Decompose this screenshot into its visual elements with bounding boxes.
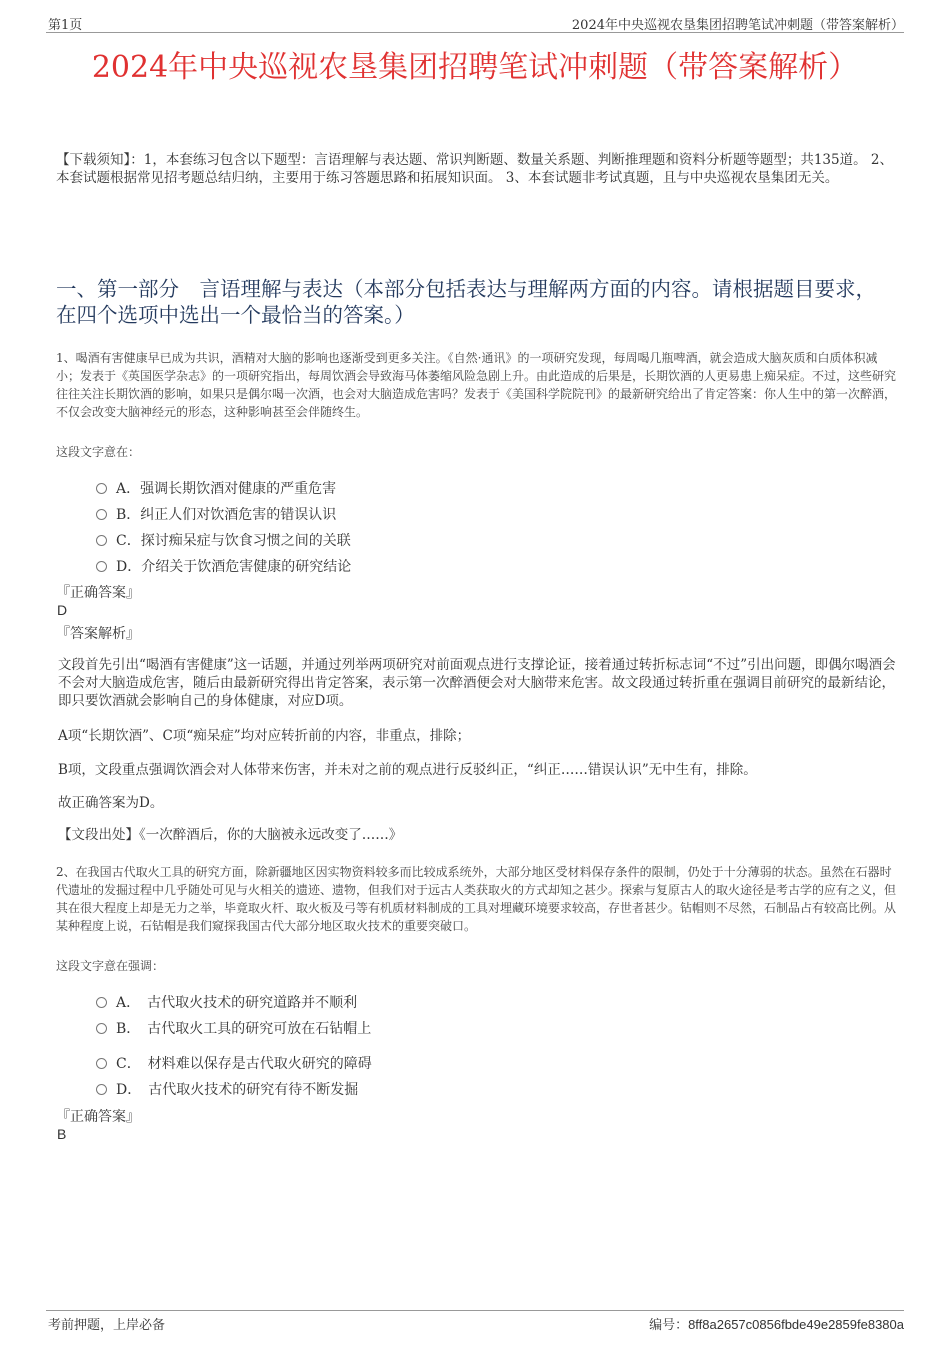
q1-stem: 1、喝酒有害健康早已成为共识，酒精对大脑的影响也逐渐受到更多关注。《自然·通讯》的一项研究发现，每周喝几瓶啤酒，就会造成大脑灰质和白质体积减小；发表于《英国医学杂志》的一项研究指出，每周饮酒会导致海马体萎缩风险急剧上升。由此造成的后果是，长期饮酒的人更易患上痴呆症。不过，这些研究往往关注长期饮酒的影响，如果只是偶尔喝一次酒，也会对大脑造成危害吗？发表于《美国科学院院刊》的最新研究给出了肯定答案：你人生中的第一次醉酒，不仅会改变大脑神经元的形态，这种影响甚至会伴随终生。 bbox=[56, 351, 897, 419]
radio-icon[interactable] bbox=[96, 1084, 107, 1095]
page-number: 第1页 bbox=[48, 18, 83, 33]
option-label: A．强调长期饮酒对健康的严重危害 bbox=[116, 481, 337, 497]
option-label: C． 材料难以保存是古代取火研究的障碍 bbox=[116, 1056, 372, 1072]
q2-stem: 2、在我国古代取火工具的研究方面，除新疆地区因实物资料较多而比较成系统外，大部分地区受材料保存条件的限制，仍处于十分薄弱的状态。虽然在石器时代遗址的发掘过程中几乎随处可见与火相关的遗迹、遗物，但我们对于远古人类获取火的方式却知之甚少。探索与复原古人的取火途径是考古学的应有之义，但其在很大程度上却是无力之举，毕竟取火杆、取火板及弓等有机质材料制成的工具对埋藏环境要求较高，存世者甚少。钻帽则不尽然，石制品占有较高比例。从某种程度上说，石钻帽是我们窥探我国古代大部分地区取火技术的重要突破口。 bbox=[56, 865, 897, 933]
download-notice: 【下载须知】：1，本套练习包含以下题型：言语理解与表达题、常识判断题、数量关系题、判断推理题和资料分析题等题型；共135道。 2、本套试题根据常见招考题总结归纳，主要用于练习答题思路和拓展知识面。 3、本套试题非考试真题，且与中央巡视农垦集团无关。 bbox=[56, 152, 893, 186]
q1-option-c[interactable] bbox=[96, 530, 351, 550]
q1-answer: D bbox=[57, 602, 68, 618]
radio-icon[interactable] bbox=[96, 1023, 107, 1034]
section-heading: 一、第一部分 言语理解与表达（本部分包括表达与理解两方面的内容。请根据题目要求，在四个选项中选出一个最恰当的答案。） bbox=[56, 277, 876, 327]
radio-icon[interactable] bbox=[96, 1058, 107, 1069]
radio-icon[interactable] bbox=[96, 535, 107, 546]
radio-icon[interactable] bbox=[96, 561, 107, 572]
q2-prompt: 这段文字意在强调： bbox=[56, 959, 165, 973]
option-label: B． 古代取火工具的研究可放在石钻帽上 bbox=[116, 1021, 372, 1037]
q2-option-b[interactable] bbox=[96, 1018, 371, 1038]
q1-answer-label: 『正确答案』 bbox=[56, 585, 140, 601]
q1-analysis-paragraph: 故正确答案为D。 bbox=[58, 795, 164, 811]
q1-analysis-paragraph: B项，文段重点强调饮酒会对人体带来伤害，并未对之前的观点进行反驳纠正，“纠正……错误认识”无中生有，排除。 bbox=[58, 762, 757, 778]
q1-option-b[interactable] bbox=[96, 504, 336, 524]
radio-icon[interactable] bbox=[96, 509, 107, 520]
q2-option-d[interactable] bbox=[96, 1079, 358, 1099]
option-label: D． 古代取火技术的研究有待不断发掘 bbox=[116, 1082, 359, 1098]
option-label: B．纠正人们对饮酒危害的错误认识 bbox=[116, 507, 337, 523]
running-header-title: 2024年中央巡视农垦集团招聘笔试冲刺题（带答案解析） bbox=[571, 18, 904, 33]
radio-icon[interactable] bbox=[96, 483, 107, 494]
radio-icon[interactable] bbox=[96, 997, 107, 1008]
q2-answer: B bbox=[57, 1126, 67, 1142]
q2-option-c[interactable] bbox=[96, 1053, 372, 1073]
q1-analysis-paragraph: A项“长期饮酒”、C项“痴呆症”均对应转折前的内容，非重点，排除； bbox=[58, 728, 471, 744]
q1-option-d[interactable] bbox=[96, 556, 351, 576]
q1-analysis-paragraph: 文段首先引出“喝酒有害健康”这一话题，并通过列举两项研究对前面观点进行支撑论证，接着通过转折标志词“不过”引出问题，即偶尔喝酒会不会对大脑造成危害，随后由最新研究得出肯定答案，表示第一次醉酒便会对大脑带来危害。故文段通过转折重在强调目前研究的最新结论，即只要饮酒就会影响自己的身体健康，对应D项。 bbox=[58, 657, 896, 709]
document-title: 2024年中央巡视农垦集团招聘笔试冲刺题（带答案解析） bbox=[91, 50, 859, 85]
document-id: 编号：8ff8a2657c0856fbde49e2859fe8380a bbox=[649, 1317, 904, 1332]
q1-option-a[interactable] bbox=[96, 478, 336, 498]
footer-slogan: 考前押题，上岸必备 bbox=[48, 1318, 166, 1333]
option-label: A． 古代取火技术的研究道路并不顺利 bbox=[116, 995, 358, 1011]
q2-answer-label: 『正确答案』 bbox=[56, 1109, 140, 1125]
footer-divider bbox=[46, 1310, 904, 1311]
option-label: C．探讨痴呆症与饮食习惯之间的关联 bbox=[116, 533, 351, 549]
q1-prompt: 这段文字意在： bbox=[56, 445, 141, 459]
q1-source: 【文段出处】《一次醉酒后，你的大脑被永远改变了……》 bbox=[58, 827, 403, 843]
header-divider bbox=[46, 32, 904, 33]
option-label: D．介绍关于饮酒危害健康的研究结论 bbox=[116, 559, 352, 575]
q1-analysis-label: 『答案解析』 bbox=[56, 626, 140, 642]
q2-option-a[interactable] bbox=[96, 992, 357, 1012]
